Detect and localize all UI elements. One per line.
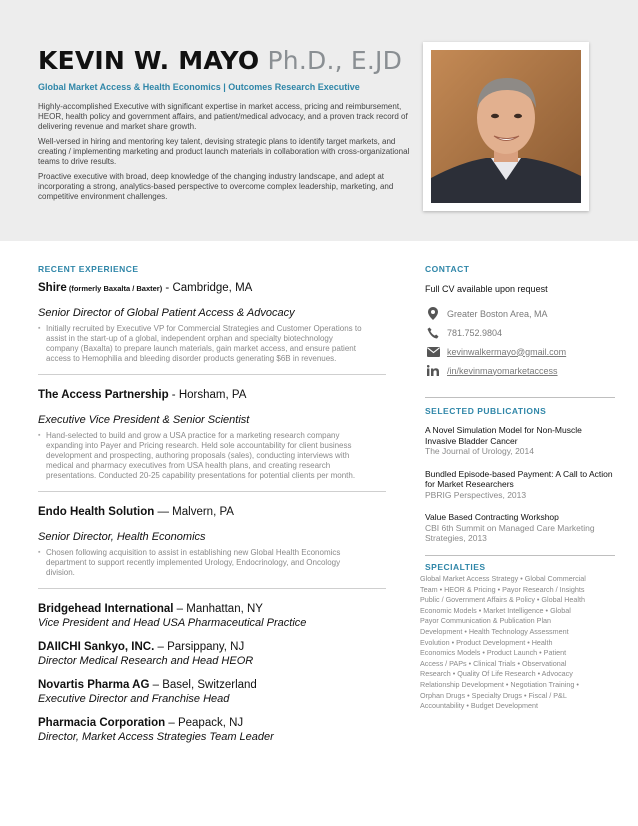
contact-location (425, 304, 615, 323)
company-line (38, 282, 388, 294)
specialties-heading: SPECIALTIES (425, 562, 486, 572)
company-line (38, 389, 388, 401)
linkedin-link[interactable]: /in/kevinmayomarketaccess (447, 365, 558, 376)
publications-heading: SELECTED PUBLICATIONS (425, 406, 547, 416)
company-name: Pharmacia Corporation (38, 717, 166, 729)
company-name: The Access Partnership (38, 389, 169, 401)
contact-phone (425, 323, 615, 342)
summary-paragraph: Proactive executive with broad, deep knowledge of the changing industry landscape, and adept at incorporating a strong, analytics-based perspective to overcome complex leadership, marketing, and competitive environment challenges. (38, 172, 394, 201)
header-banner (0, 0, 638, 241)
map-pin-icon (425, 307, 441, 320)
job-entry (38, 679, 388, 705)
company-line (38, 717, 388, 729)
job-title: Senior Director, Health Economics (38, 531, 206, 543)
profile-summary (38, 102, 410, 207)
contact-heading: CONTACT (425, 264, 470, 274)
summary-paragraph: Highly-accomplished Executive with significant expertise in market access, pricing and reimbursement, HEOR, health policy and government affairs, and patient/medical advocacy, and a proven track record of delivering revenue and market share growth. (38, 102, 408, 131)
company-name: DAIICHI Sankyo, INC. (38, 641, 155, 653)
specialties-section (420, 574, 610, 712)
job-entry (38, 603, 388, 629)
job-entry (38, 641, 388, 667)
job-title: Director Medical Research and Head HEOR (38, 655, 254, 667)
location-text: Greater Boston Area, MA (447, 308, 548, 319)
publication-source: CBI 6th Summit on Managed Care Marketing Strategies, 2013 (425, 522, 595, 543)
job-title: Executive Vice President & Senior Scientist (38, 414, 250, 426)
publication-title: Bundled Episode-based Payment: A Call to Action for Market Researchers (425, 468, 613, 489)
company-location: – Manhattan, NY (173, 603, 263, 615)
publication-item (425, 425, 615, 457)
job-description: ▪ Hand-selected to build and grow a USA practice for a marketing research company expanding into Payer and Pricing research. Held sole accountability for client business development and prospecting, authoring proposals (sales), conducting interviews with medical and pharmacy executives from USA health plans, and creating research presentations. Conducted 20-25 capability presentations for potential clients per month. (38, 431, 366, 481)
job-description: ▪ Chosen following acquisition to assist in establishing new Global Health Economics department to support recently implemented Urology, Endocrinology, and Oncology division. (38, 548, 366, 578)
company-location: — Malvern, PA (154, 506, 234, 518)
experience-heading: RECENT EXPERIENCE (38, 264, 139, 274)
company-name: Bridgehead International (38, 603, 174, 615)
company-location: - Cambridge, MA (162, 282, 253, 294)
publication-item (425, 512, 615, 544)
job-title: Director, Market Access Strategies Team Leader (38, 731, 274, 743)
company-line (38, 641, 388, 653)
publication-item (425, 469, 615, 501)
job-title: Vice President and Head USA Pharmaceutical Practice (38, 617, 307, 629)
company-line (38, 506, 388, 518)
job-entry (38, 506, 388, 578)
company-line (38, 603, 388, 615)
company-name: Shire (38, 282, 67, 294)
credentials: Ph.D., E.JD (259, 46, 403, 75)
company-name: Novartis Pharma AG (38, 679, 150, 691)
headline-tagline: Global Market Access & Health Economics | Outcomes Research Executive (38, 82, 360, 92)
job-title: Executive Director and Franchise Head (38, 693, 230, 705)
profile-photo-frame (423, 42, 589, 211)
job-entry (38, 717, 388, 743)
contact-section (425, 284, 615, 380)
section-divider (38, 491, 386, 492)
profile-photo (431, 50, 581, 203)
candidate-name: KEVIN W. MAYO Ph.D., E.JD (38, 46, 403, 75)
company-location: – Parsippany, NJ (154, 641, 245, 653)
company-location: – Basel, Switzerland (149, 679, 257, 691)
linkedin-icon (425, 365, 441, 376)
specialties-list: Global Market Access Strategy • Global Commercial Team • HEOR & Pricing • Payor Research / Insights Public / Government Affairs & Policy • Global Health Economic Models • Market Intelligence • Global Payor Communication & Publication Plan Development • Health Technology Assessment Evolution • Product Development • Health Economics Models • Product Launch • Patient Access / PAPs • Clinical Trials • Observational Research • Quality Of Life Research • Advocacy Relationship Development • Negotiation Training • Orphan Drugs • Specialty Drugs • Fiscal / P&L Accountability • Budget Development (420, 574, 586, 711)
section-divider (38, 588, 386, 589)
email-link[interactable]: kevinwalkermayo@gmail.com (447, 346, 567, 357)
job-title: Senior Director of Global Patient Access & Advocacy (38, 307, 295, 319)
portrait-illustration (431, 50, 581, 203)
section-divider (38, 374, 386, 375)
contact-email[interactable] (425, 342, 615, 361)
phone-icon (425, 327, 441, 339)
company-note: (formerly Baxalta / Baxter) (66, 284, 163, 293)
experience-section (38, 282, 388, 755)
publication-source: PBRIG Perspectives, 2013 (425, 489, 527, 500)
company-location: - Horsham, PA (168, 389, 247, 401)
cv-availability-note: Full CV available upon request (425, 284, 548, 294)
company-location: – Peapack, NJ (165, 717, 244, 729)
phone-text: 781.752.9804 (447, 327, 503, 338)
job-entry (38, 389, 388, 481)
publication-title: A Novel Simulation Model for Non-Muscle Invasive Bladder Cancer (425, 425, 582, 446)
publication-title: Value Based Contracting Workshop (425, 512, 559, 522)
publications-rule (425, 397, 615, 398)
publication-source: The Journal of Urology, 2014 (425, 446, 534, 456)
contact-linkedin[interactable] (425, 361, 615, 380)
specialties-rule (425, 555, 615, 556)
envelope-icon (425, 347, 441, 357)
summary-paragraph: Well-versed in hiring and mentoring key talent, devising strategic plans to identify target markets, and creating / implementing marketing and product launch materials in collaboration with cross-organizational teams to drive results. (38, 137, 410, 166)
job-entry (38, 282, 388, 364)
job-description: ▪ Initially recruited by Executive VP for Commercial Strategies and Customer Operations to assist in the start-up of a global, independent orphan and specialty biotechnology company (Baxalta) to prepare launch materials, gain market access, and ensure patient access to Hemophilia and bleeding disorder products generating $6B in revenues. (38, 324, 366, 364)
publications-section (425, 425, 615, 556)
company-name: Endo Health Solution (38, 506, 155, 518)
company-line (38, 679, 388, 691)
